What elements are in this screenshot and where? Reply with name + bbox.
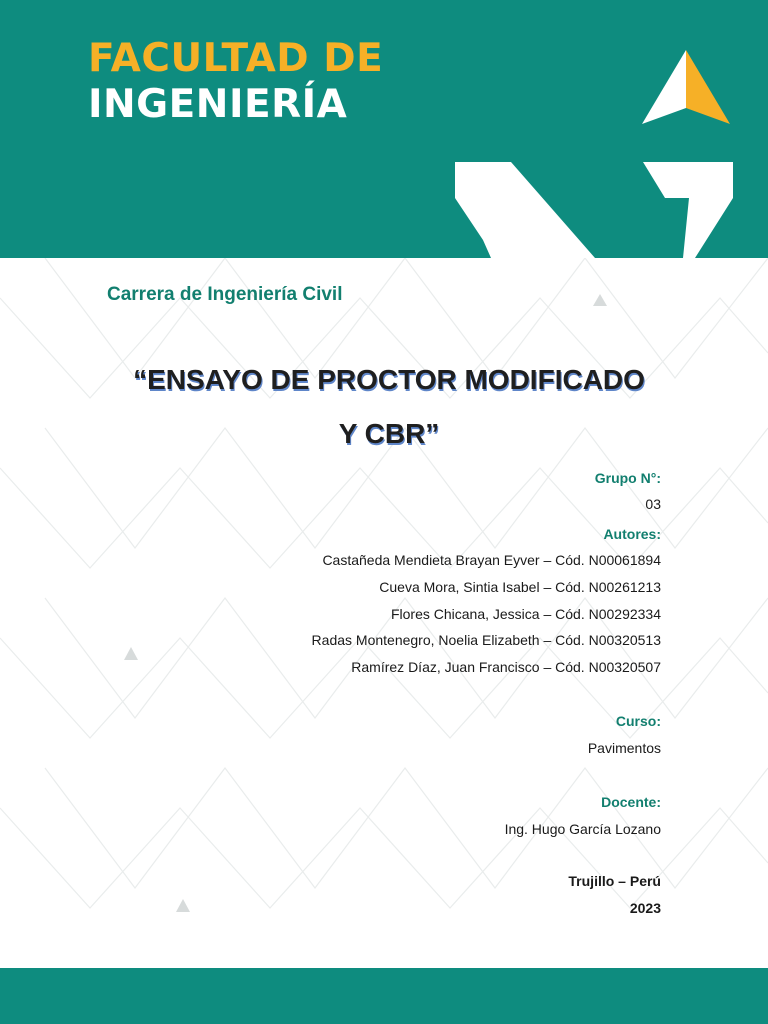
university-monogram-icon: [455, 158, 735, 258]
header-banner: [0, 0, 768, 258]
place: Trujillo – Perú: [568, 873, 661, 889]
author-item: Castañeda Mendieta Brayan Eyver – Cód. N00061894: [322, 552, 661, 568]
teacher-label: Docente:: [601, 794, 661, 810]
author-item: Flores Chicana, Jessica – Cód. N00292334: [390, 606, 661, 622]
group-number: 03: [645, 496, 661, 512]
report-title-line1: “ENSAYO DE PROCTOR MODIFICADO: [133, 364, 645, 395]
course-name: Pavimentos: [587, 740, 661, 756]
footer-band: [0, 968, 768, 1024]
teacher-name: Ing. Hugo García Lozano: [504, 821, 661, 837]
year: 2023: [629, 900, 661, 916]
course-label: Curso:: [615, 713, 661, 729]
author-item: Cueva Mora, Sintia Isabel – Cód. N00261213: [379, 579, 661, 595]
author-item: Ramírez Díaz, Juan Francisco – Cód. N00320507: [351, 659, 661, 675]
report-title-line2: Y CBR”: [338, 418, 440, 449]
authors-label: Autores:: [603, 526, 661, 542]
faculty-title-line1: FACULTAD DE: [88, 36, 384, 81]
author-item: Radas Montenegro, Noelia Elizabeth – Cód. N00320513: [311, 632, 661, 648]
faculty-title-line2: INGENIERÍA: [88, 82, 348, 127]
university-logo-icon: [640, 48, 732, 126]
career-name: Carrera de Ingeniería Civil: [107, 284, 343, 305]
group-label: Grupo N°:: [594, 470, 661, 486]
